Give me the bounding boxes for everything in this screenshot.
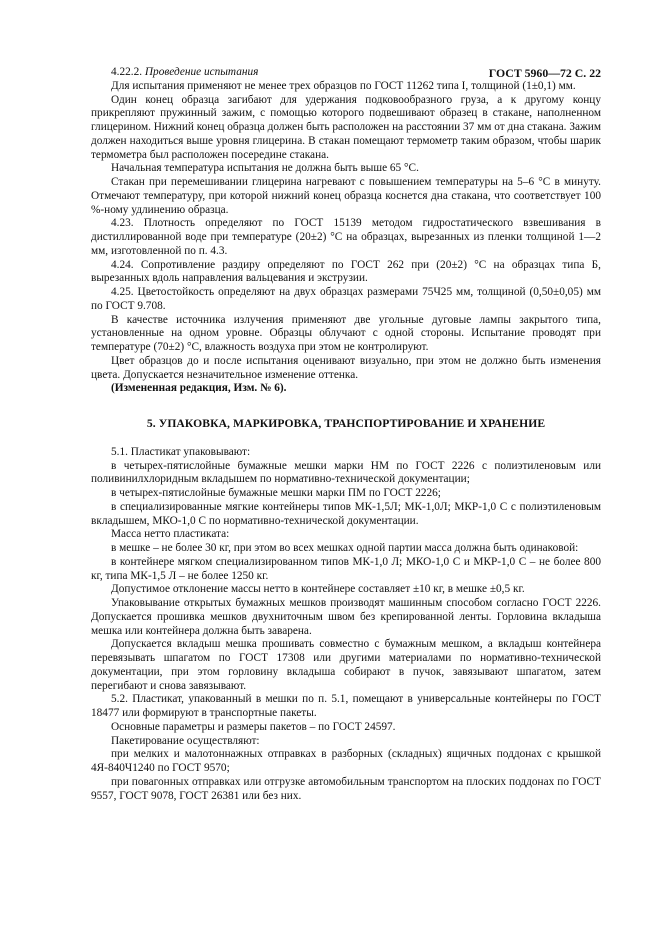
edition-note: (Измененная редакция, Изм. № 6). — [111, 382, 287, 395]
paragraph: Масса нетто пластиката: — [111, 528, 230, 541]
clause-title: Проведение испытания — [144, 66, 259, 78]
clause-4-22-2-heading — [91, 66, 601, 80]
paragraph: в мешке – не более 30 кг, при этом во всех мешках одной партии масса должна быть одинаковой: — [111, 542, 579, 554]
paragraph: в специализированные мягкие контейнеры типов МК-1,5Л; МК-1,0Л; МКР-1,0 С с полиэтиленовым вкладышем, МКО-1,0 С по нормативно-технической документации. — [91, 500, 601, 527]
paragraph: Стакан при перемешивании глицерина нагревают с повышением температуры на 5–6 °С в минуту. Отмечают температуру, при которой нижний конец образца коснется дна стакана, что соответствует 100 %-ному удлинению образца. — [91, 176, 601, 216]
paragraph: 4.24. Сопротивление раздиру определяют по ГОСТ 262 при (20±2) °С на образцах типа Б, вырезанных вдоль направления вальцевания и экструзии. — [91, 258, 601, 285]
clause-number: 4.22.2. — [111, 66, 145, 78]
paragraph: В качестве источника излучения применяют две угольные дуговые лампы закрытого типа, установленные на одном уровне. Образцы облучают с одной стороны. Испытание проводят при температуре (70±2) °С, влажность воздуха при этом не контролируют. — [91, 313, 601, 353]
paragraph: Один конец образца загибают для удержания подковообразного груза, а к другому концу прикрепляют пружинный зажим, с помощью которого подвешивают образец в стакане, наполненном глицерином. Нижний конец образца должен быть расположен на расстоянии 37 мм от дна стакана. Зажим должен находиться выше уровня глицерина. В стакан помещают термометр таким образом, чтобы шарик термометра был расположен посередине стакана. — [91, 93, 601, 161]
paragraph: при мелких и малотоннажных отправках в разборных (складных) ящичных поддонах с крышкой 4Я-840Ч1240 по ГОСТ 9570; — [91, 748, 601, 774]
paragraph: Допускается вкладыш мешка прошивать совместно с бумажным мешком, а вкладыш контейнера перевязывать шпагатом по ГОСТ 17308 или другими материалами по нормативно-технической документации, при этом горловину вкладыша собирают в пучок, завязывают шпагатом, затем перегибают и снова завязывают. — [91, 638, 601, 692]
paragraph: 5.1. Пластикат упаковывают: — [111, 445, 251, 458]
paragraph: 4.23. Плотность определяют по ГОСТ 15139 методом гидростатического взвешивания в дистиллированной воде при температуре (20±2) °С на образцах, вырезанных из пленки толщиной 1—2 мм, изготовленной по п. 4.3. — [91, 217, 601, 257]
paragraph: Начальная температура испытания не должна быть выше 65 °С. — [111, 162, 419, 175]
paragraph: 5.2. Пластикат, упакованный в мешки по п. 5.1, помещают в универсальные контейнеры по ГОСТ 18477 или формируют в транспортные пакеты. — [91, 693, 601, 719]
paragraph: при повагонных отправках или отгрузке автомобильным транспортом на плоских поддонах по ГОСТ 9557, ГОСТ 9078, ГОСТ 26381 или без них. — [91, 775, 601, 802]
document-body — [91, 66, 601, 803]
paragraph: в контейнере мягком специализированном типов МК-1,0 Л; МКО-1,0 С и МКР-1,0 С – не более 800 кг, типа МК-1,5 Л – не более 1250 кг. — [91, 555, 601, 582]
paragraph: в четырех-пятислойные бумажные мешки марки НМ по ГОСТ 2226 с полиэтиленовым или поливинилхлоридным вкладышем по нормативно-технической документации; — [91, 459, 601, 486]
paragraph: Допустимое отклонение массы нетто в контейнере составляет ±10 кг, в мешке ±0,5 кг. — [111, 583, 525, 596]
paragraph: Для испытания применяют не менее трех образцов по ГОСТ 11262 типа I, толщиной (1±0,1) мм. — [111, 79, 576, 92]
paragraph: Упаковывание открытых бумажных мешков производят машинным способом согласно ГОСТ 2226. Допускается прошивка мешков двухниточным швом без крепированной ленты. Горловина вкладыша мешка или контейнера должна быть заварена. — [91, 597, 601, 637]
paragraph: 4.25. Цветостойкость определяют на двух образцах размерами 75Ч25 мм, толщиной (0,50±0,05) мм по ГОСТ 9.708. — [91, 286, 601, 312]
paragraph: в четырех-пятислойные бумажные мешки марки ПМ по ГОСТ 2226; — [111, 487, 441, 499]
paragraph: Пакетирование осуществляют: — [111, 734, 260, 747]
paragraph: Цвет образцов до и после испытания оценивают визуально, при этом не должно быть изменения цвета. Допускается незначительное изменение оттенка. — [91, 354, 601, 381]
paragraph: Основные параметры и размеры пакетов – по ГОСТ 24597. — [111, 720, 396, 733]
section-title: 5. УПАКОВКА, МАРКИРОВКА, ТРАНСПОРТИРОВАНИЕ И ХРАНЕНИЕ — [146, 417, 546, 430]
running-head: ГОСТ 5960—72 С. 22 — [488, 66, 601, 80]
